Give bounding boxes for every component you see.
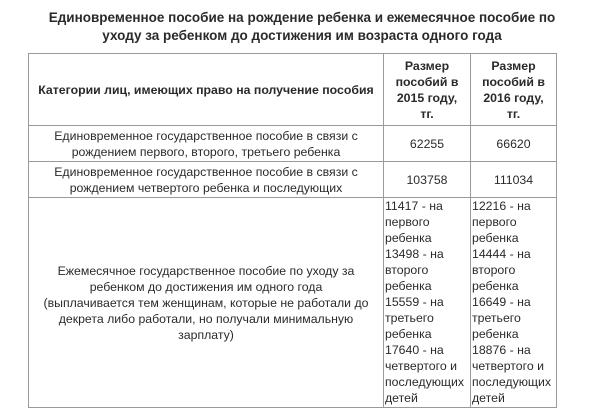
header-2015-line: 2015 году, [396,90,458,105]
row-3-2016-line: первого [472,215,517,229]
row-3-2015-line: детей [385,391,418,405]
header-2016-line: пособий в [482,74,545,89]
header-2015 [384,54,471,126]
row-3-category-line: (выплачивается тем женщинам, которые не работали до [43,295,369,310]
row-3-2016-line: четвертого и [472,359,544,373]
row-3-2015-line: ребенка [385,231,432,245]
row-3-2016-line: 14444 - на [472,247,531,261]
row-3-category [29,198,384,408]
title-line-1: Единовременное пособие на рождение ребенка и ежемесячное пособие по [48,10,556,25]
row-3-2015-line: 17640 - на [385,343,444,357]
row-3-2016-line: ребенка [472,231,519,245]
page-title [0,9,604,45]
row-3-2015-line: четвертого и [385,359,457,373]
row-3-2016-line: 12216 - на [472,199,531,213]
header-category-text: Категории лиц, имеющих право на получение пособия [38,82,374,97]
row-3-2016-line: ребенка [472,279,519,293]
row-3-2015-line: последующих [385,375,465,389]
row-1-value-2015: 62255 [384,126,471,162]
row-1-category [29,126,384,162]
row-3-category-line: зарплату) [178,327,234,342]
title-line-2: уходу за ребенком до достижения им возраста одного года [102,28,502,43]
row-3-2016-line: детей [472,391,505,405]
row-3-2016-line: второго [472,263,516,277]
row-3-2016-line: последующих [472,375,552,389]
table-header-row [29,54,557,126]
row-3-2015-line: ребенка [385,279,432,293]
header-2015-line: Размер [404,58,450,73]
table-row [29,198,557,408]
row-3-2016-line: третьего [472,311,521,325]
row-3-2015-line: ребенка [385,327,432,341]
header-2015-line: пособий в [395,74,459,89]
row-3-2016-line: 18876 - на [472,343,531,357]
row-3-category-line: декрета либо работали, но получали минимальную [58,311,354,326]
row-3-2016-line: 16649 - на [472,295,531,309]
row-3-category-line: Ежемесячное государственное пособие по уходу за [57,263,355,278]
row-1-value-2016: 66620 [471,126,557,162]
row-3-2016-line: ребенка [472,327,519,341]
header-2016-line: 2016 году, [483,90,544,105]
row-3-2015-line: 15559 - на [385,295,444,309]
header-2015-line: тг. [420,106,434,121]
header-2016 [471,54,557,126]
benefits-table [28,53,557,408]
row-2-value-2015: 103758 [384,162,471,198]
row-2-category-line: рождением четвертого ребенка и последующих [69,180,343,195]
header-2016-line: Размер [491,58,536,73]
row-3-value-2015 [384,198,471,408]
table-row [29,162,557,198]
row-1-category-line: Единовременное государственное пособие в связи с [54,128,358,143]
row-2-value-2016: 111034 [471,162,557,198]
row-3-2015-line: третьего [385,311,434,325]
row-1-category-line: рождением первого, второго, третьего ребенка [71,144,341,159]
row-3-2015-line: первого [385,215,430,229]
row-2-category [29,162,384,198]
table-row [29,126,557,162]
row-3-2015-line: 13498 - на [385,247,444,261]
row-3-value-2016 [471,198,557,408]
row-3-2015-line: второго [385,263,429,277]
header-category [29,54,384,126]
row-2-category-line: Единовременное государственное пособие в связи с [54,164,358,179]
row-3-2015-line: 11417 - на [385,199,443,213]
header-2016-line: тг. [506,106,521,121]
row-3-category-line: ребенком до достижения им одного года [89,279,323,294]
